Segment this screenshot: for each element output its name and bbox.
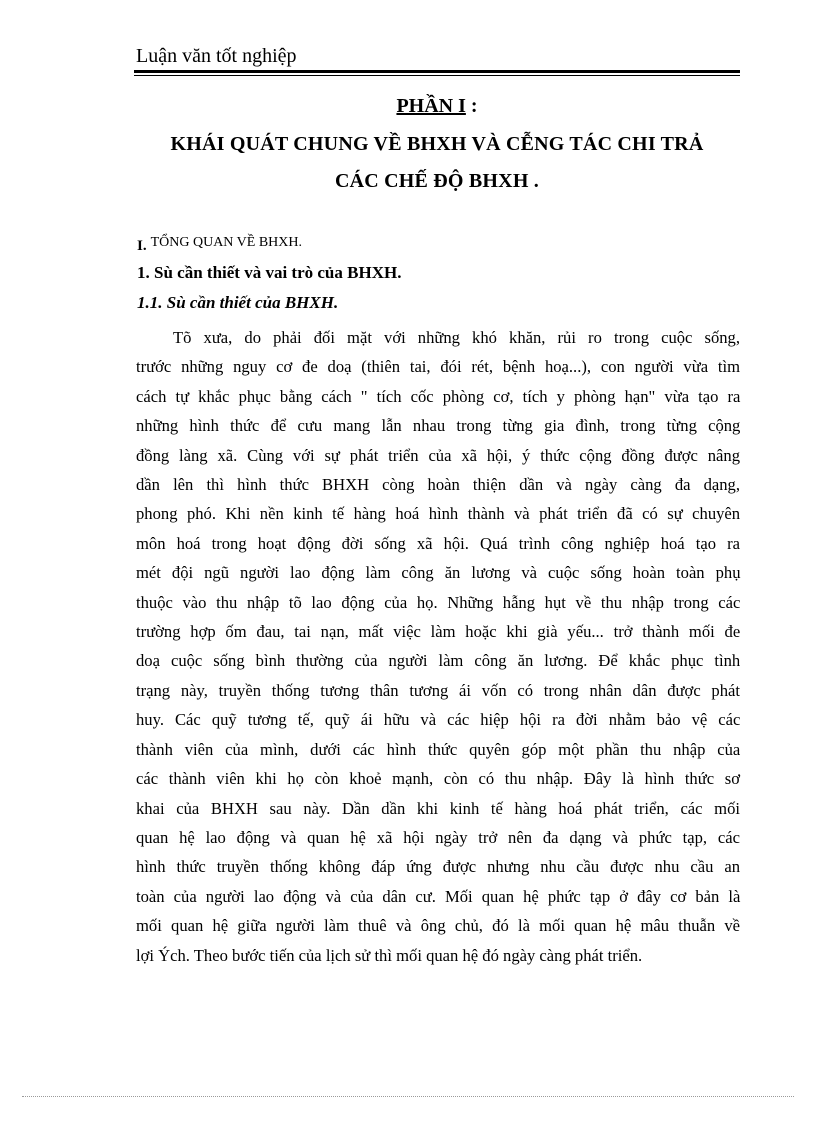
paragraph-line: khai của BHXH sau này. Dần dần khi kinh tế hàng hoá phát triển, các mối: [136, 798, 740, 818]
section-title: TỔNG QUAN VỀ BHXH.: [150, 235, 302, 250]
paragraph-line: các thành viên khi họ còn khoẻ mạnh, còn có thu nhập. Đây là hình thức sơ: [136, 769, 740, 789]
paragraph-line: cách tự khắc phục bằng cách " tích cốc phòng cơ, tích y phòng hạn" vừa tạo ra: [136, 386, 741, 406]
subsection-heading: 1. Sù cần thiết và vai trò của BHXH.: [137, 263, 402, 282]
subsubsection-heading: 1.1. Sù cần thiết của BHXH.: [137, 293, 339, 312]
paragraph-line: mét đội ngũ người lao động làm công ăn lương và cuộc sống hoàn toàn phụ: [136, 563, 741, 583]
header-rule: [134, 70, 740, 76]
paragraph-line: môn hoá trong hoạt động đời sống xã hội. Quá trình công nghiệp hoá tạo ra: [136, 533, 740, 553]
part-colon: :: [465, 95, 478, 117]
body-paragraph: [136, 323, 740, 970]
page-bottom-border: [22, 1096, 794, 1097]
paragraph-line: thành viên của mình, dưới các hình thức quyên góp một phần thu nhập của: [136, 739, 741, 759]
running-header-title: Luận văn tốt nghiệp: [136, 45, 297, 67]
paragraph-line: hình thức truyền thống không đáp ứng được nhưng nhu cầu được nhu cầu an: [136, 857, 740, 877]
paragraph-line: lợi Ých. Theo bước tiến của lịch sử thì mối quan hệ đó ngày càng phát triển.: [136, 945, 643, 965]
chapter-title-line-1: KHÁI QUÁT CHUNG VỀ BHXH VÀ CỄNG TÁC CHI TRẢ: [170, 133, 704, 155]
paragraph-line: phong phó. Khi nền kinh tế hàng hoá hình thành và phát triển đã có sự chuyên: [136, 504, 741, 524]
paragraph-line: Tõ xưa, do phải đối mặt với những khó khăn, rủi ro trong cuộc sống,: [173, 328, 740, 347]
paragraph-line: mối quan hệ giữa người làm thuê và ông chủ, đó là mối quan hệ mâu thuẫn về: [136, 916, 741, 936]
paragraph-line: trước những nguy cơ đe doạ (thiên tai, đói rét, bệnh hoạ...), con người vừa tìm: [136, 357, 741, 377]
paragraph-line: quan hệ lao động và quan hệ xã hội ngày trở nên đa dạng và phức tạp, các: [136, 827, 740, 847]
paragraph-line: những hình thức để cưu mang lẫn nhau trong từng gia đình, trong từng cộng: [136, 416, 741, 436]
section-heading: [137, 234, 302, 254]
part-heading: [134, 95, 740, 118]
paragraph-line: trường hợp ốm đau, tai nạn, mất việc làm hoặc khi già yếu... trở thành mối đe: [136, 622, 741, 642]
chapter-title-line-2: CÁC CHẾ ĐỘ BHXH .: [335, 170, 539, 192]
paragraph-line: trạng này, truyền thống tương thân tương ái vốn có trong nhân dân được phát: [136, 680, 740, 700]
paragraph-line: đồng làng xã. Cùng với sự phát triển của xã hội, ý thức cộng đồng được nâng: [136, 445, 740, 465]
section-number: I.: [137, 238, 147, 254]
paragraph-line: dần lên thì hình thức BHXH còng hoàn thiện dần và ngày càng đa dạng,: [136, 475, 740, 495]
paragraph-line: doạ cuộc sống bình thường của người làm công ăn lương. Để khắc phục tình: [136, 651, 741, 671]
paragraph-line: huy. Các quỹ tương tế, quỹ ái hữu và các hiệp hội ra đời nhằm bảo vệ các: [136, 710, 741, 730]
paragraph-line: thuộc vào thu nhập tõ lao động của họ. Những hẫng hụt về thu nhập trong các: [136, 592, 741, 612]
paragraph-line: toàn của người lao động và của dân cư. Mối quan hệ phức tạp ở đây cơ bản là: [136, 886, 741, 906]
part-label: PHẦN I: [396, 95, 466, 117]
